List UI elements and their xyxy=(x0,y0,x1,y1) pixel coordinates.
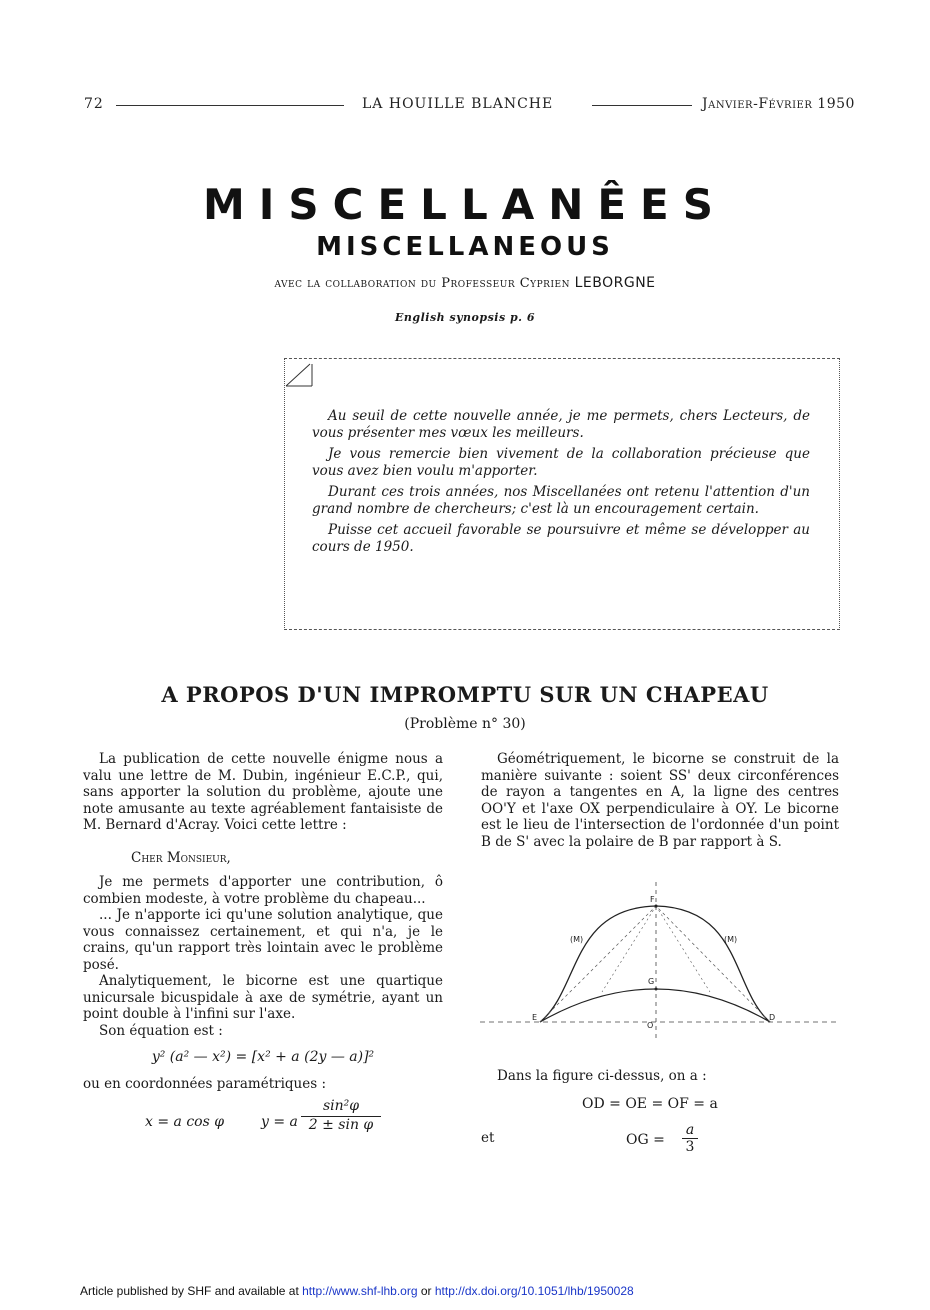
section-title-fr: MISCELLANÊES xyxy=(203,180,727,229)
footer-link-doi[interactable]: http://dx.doi.org/10.1051/lhb/1950028 xyxy=(434,1284,634,1298)
fraction-denominator: 2 ± sin φ xyxy=(308,1116,374,1133)
label-d: D xyxy=(769,1013,776,1022)
label-o: O xyxy=(647,1021,654,1030)
section-title-en: MISCELLANEOUS xyxy=(316,232,614,262)
relation-og xyxy=(626,1122,746,1158)
footer-prefix: Article published by SHF and available at xyxy=(80,1284,303,1298)
footer-link-shf[interactable]: http://www.shf-lhb.org xyxy=(302,1284,418,1298)
fraction-numerator: sin²φ xyxy=(301,1098,381,1117)
intro-paragraph: La publication de cette nouvelle énigme nous a valu une lettre de M. Dubin, ingénieur E.C.P., qui, sans apporter la solution du problème, ajoute une note amusante au texte agréablement fantaisiste de M. Bernard d'Acray. Voici cette lettre : xyxy=(83,751,443,833)
og-numerator: a xyxy=(682,1122,698,1139)
editorial-paragraph: Durant ces trois années, nos Miscellanées ont retenu l'attention d'un grand nombre de chercheurs; c'est là un encouragement certain. xyxy=(312,484,810,517)
parametric-equations xyxy=(83,1098,443,1142)
letter-salutation: Cher Monsieur, xyxy=(131,849,231,866)
letter-paragraph: Son équation est : xyxy=(99,1022,223,1039)
letter-paragraph: Je me permets d'apporter une contribution, ô combien modeste, à votre problème du chapeau... xyxy=(83,874,443,907)
lower-arc xyxy=(540,989,770,1022)
relation-od-oe-of: OD = OE = OF = a xyxy=(582,1096,718,1112)
editorial-text xyxy=(312,408,810,560)
point-g xyxy=(655,988,658,991)
label-m-left: (M) xyxy=(570,935,584,944)
issue-date: Janvier-Février 1950 xyxy=(702,96,855,112)
editorial-paragraph: Au seuil de cette nouvelle année, je me permets, chers Lecteurs, de vous présenter mes vœux les meilleurs. xyxy=(312,408,810,441)
point-f xyxy=(655,905,658,908)
label-e: E xyxy=(532,1013,538,1022)
journal-name: LA HOUILLE BLANCHE xyxy=(362,96,554,112)
param-y-fraction xyxy=(301,1098,381,1133)
editorial-paragraph: Je vous remercie bien vivement de la collaboration précieuse que vous avez bien voulu m'apporter. xyxy=(312,446,810,479)
og-denominator: 3 xyxy=(685,1139,695,1155)
collaborator-name: LEBORGNE xyxy=(574,275,656,291)
construction-line-ef xyxy=(540,906,656,1022)
param-intro: ou en coordonnées paramétriques : xyxy=(83,1075,326,1092)
footer-attribution xyxy=(80,1284,880,1298)
left-column xyxy=(83,751,443,1142)
conjunction-et: et xyxy=(481,1130,495,1146)
label-g: G xyxy=(648,977,655,986)
label-m-right: (M) xyxy=(724,935,738,944)
param-y-lhs: y = a xyxy=(261,1114,298,1130)
construction-line-df xyxy=(656,906,770,1022)
box-corner-ornament xyxy=(284,358,314,388)
og-lhs: OG = xyxy=(626,1132,665,1148)
cartesian-equation: y² (a² — x²) = [x² + a (2y — a)]² xyxy=(151,1049,375,1065)
letter-paragraph: ... Je n'apporte ici qu'une solution analytique, que vous connaissez certainement, et qui n'a, je le crains, qu'un rapport très lointain avec le problème posé. xyxy=(83,907,443,973)
figure-intro: Dans la figure ci-dessus, on a : xyxy=(497,1068,707,1084)
article-subtitle: (Problème n° 30) xyxy=(404,716,526,732)
english-synopsis-note: English synopsis p. 6 xyxy=(395,311,535,324)
right-column xyxy=(481,751,839,850)
collaboration-line xyxy=(0,275,930,291)
page-number: 72 xyxy=(84,96,104,112)
footer-middle: or xyxy=(417,1284,435,1298)
geometry-paragraph: Géométriquement, le bicorne se construit de la manière suivante : soient SS' deux circonférences de rayon a tangentes en A, la ligne des centres OO'Y et l'axe OX perpendiculaire à OY. Le bicorne est le lieu de l'intersection de l'ordonnée d'un point B de S' avec la polaire de B par rapport à S. xyxy=(481,751,839,850)
label-f: F xyxy=(650,895,655,904)
bicorne-figure xyxy=(480,880,840,1040)
letter-paragraph: Analytiquement, le bicorne est une quartique unicursale bicuspidale à axe de symétrie, ayant un point double à l'infini sur l'axe. xyxy=(83,973,443,1022)
header-rule-left xyxy=(116,105,344,106)
param-x: x = a cos φ xyxy=(145,1114,225,1130)
editorial-paragraph: Puisse cet accueil favorable se poursuivre et même se développer au cours de 1950. xyxy=(312,522,810,555)
article-title: A PROPOS D'UN IMPROMPTU SUR UN CHAPEAU xyxy=(161,682,769,707)
collaboration-prefix: avec la collaboration du Professeur Cyprien xyxy=(274,276,570,291)
og-fraction xyxy=(682,1122,698,1155)
header-rule-right xyxy=(592,105,692,106)
